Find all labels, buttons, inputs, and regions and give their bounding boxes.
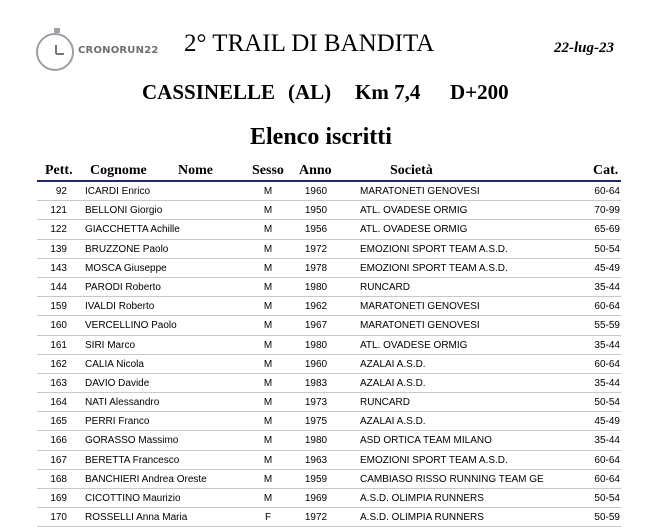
bib-number: 143: [50, 262, 67, 274]
birth-year: 1983: [304, 377, 328, 389]
birth-year: 1950: [304, 205, 328, 217]
bib-number: 92: [55, 186, 67, 197]
cronorun-logo: [36, 33, 176, 75]
entrants-table: [37, 182, 621, 527]
birth-year: 1980: [304, 339, 328, 351]
list-title: Elenco iscritti: [250, 124, 392, 150]
table-row: [37, 316, 621, 335]
table-row: [37, 374, 621, 393]
age-category: 60-64: [594, 454, 620, 466]
event-title: 2° TRAIL DI BANDITA: [184, 30, 435, 57]
bib-number: 144: [50, 281, 67, 293]
event-distance: Km 7,4: [355, 80, 421, 104]
runner-name: NATI Alessandro: [85, 397, 160, 409]
runner-name: PERRI Franco: [85, 416, 150, 428]
age-category: 65-69: [594, 224, 620, 236]
bib-number: 139: [50, 243, 67, 255]
table-row: [37, 278, 621, 297]
col-header-societa: Società: [390, 163, 433, 178]
runner-sex: F: [264, 512, 272, 524]
club-name: ATL. OVADESE ORMIG: [360, 224, 468, 236]
age-category: 35-44: [594, 377, 620, 389]
col-header-cognome: Cognome: [90, 163, 147, 178]
birth-year: 1956: [304, 224, 328, 236]
runner-sex: M: [263, 397, 273, 409]
runner-sex: M: [263, 281, 273, 293]
runner-name: BERETTA Francesco: [85, 454, 180, 466]
birth-year: 1962: [304, 301, 328, 313]
club-name: A.S.D. OLIMPIA RUNNERS: [360, 512, 484, 524]
age-category: 45-49: [594, 262, 620, 274]
table-row: [37, 240, 621, 259]
runner-name: CICOTTINO Maurizio: [85, 493, 181, 504]
runner-name: DAVIO Davide: [85, 377, 150, 389]
age-category: 35-44: [594, 435, 620, 447]
age-category: 35-44: [594, 339, 620, 351]
runner-name: VERCELLINO Paolo: [85, 320, 177, 332]
runner-sex: M: [263, 377, 273, 389]
runner-name: ICARDI Enrico: [85, 186, 151, 197]
runner-sex: M: [263, 416, 273, 428]
bib-number: 170: [50, 512, 67, 524]
runner-name: BANCHIERI Andrea Oreste: [85, 473, 207, 485]
birth-year: 1963: [304, 454, 328, 466]
stopwatch-icon: [36, 33, 74, 71]
club-name: A.S.D. OLIMPIA RUNNERS: [360, 493, 484, 504]
event-province: (AL): [288, 80, 332, 104]
event-elevation: D+200: [450, 80, 509, 104]
club-name: CAMBIASO RISSO RUNNING TEAM GE: [360, 473, 544, 485]
birth-year: 1980: [304, 281, 328, 293]
club-name: MARATONETI GENOVESI: [360, 301, 480, 313]
runner-sex: M: [263, 454, 273, 466]
age-category: 55-59: [594, 320, 620, 332]
table-row: [37, 451, 621, 470]
event-location: CASSINELLE: [142, 80, 276, 104]
club-name: EMOZIONI SPORT TEAM A.S.D.: [360, 454, 508, 466]
bib-number: 160: [50, 320, 67, 332]
club-name: ASD ORTICA TEAM MILANO: [360, 435, 492, 447]
age-category: 50-54: [594, 493, 620, 504]
birth-year: 1967: [304, 320, 328, 332]
table-row: [37, 336, 621, 355]
runner-sex: M: [263, 493, 273, 504]
birth-year: 1973: [304, 397, 328, 409]
club-name: EMOZIONI SPORT TEAM A.S.D.: [360, 243, 508, 255]
runner-sex: M: [263, 224, 273, 236]
birth-year: 1959: [304, 473, 328, 485]
runner-sex: M: [263, 320, 273, 332]
bib-number: 169: [50, 493, 67, 504]
birth-year: 1972: [304, 243, 328, 255]
table-row: [37, 470, 621, 489]
runner-sex: M: [263, 205, 273, 217]
club-name: AZALAI A.S.D.: [360, 416, 426, 428]
age-category: 60-64: [594, 301, 620, 313]
table-row: [37, 201, 621, 220]
bib-number: 163: [50, 377, 67, 389]
runner-name: BRUZZONE Paolo: [85, 243, 169, 255]
birth-year: 1980: [304, 435, 328, 447]
bib-number: 161: [50, 339, 67, 351]
runner-name: BELLONI Giorgio: [85, 205, 163, 217]
age-category: 60-64: [594, 358, 620, 370]
bib-number: 162: [50, 358, 67, 370]
bib-number: 122: [50, 224, 67, 236]
bib-number: 164: [50, 397, 67, 409]
age-category: 50-54: [594, 397, 620, 409]
runner-name: MOSCA Giuseppe: [85, 262, 167, 274]
age-category: 60-64: [594, 473, 620, 485]
birth-year: 1960: [304, 358, 328, 370]
col-header-sesso: Sesso: [252, 163, 284, 178]
col-header-anno: Anno: [299, 163, 332, 178]
runner-sex: M: [263, 435, 273, 447]
club-name: AZALAI A.S.D.: [360, 358, 426, 370]
club-name: EMOZIONI SPORT TEAM A.S.D.: [360, 262, 508, 274]
club-name: MARATONETI GENOVESI: [360, 320, 480, 332]
col-header-cat: Cat.: [593, 163, 619, 178]
table-row: [37, 182, 621, 201]
table-row: [37, 297, 621, 316]
runner-name: CALIA Nicola: [85, 358, 144, 370]
birth-year: 1969: [304, 493, 328, 504]
age-category: 45-49: [594, 416, 620, 428]
runner-sex: M: [263, 339, 273, 351]
birth-year: 1975: [304, 416, 328, 428]
birth-year: 1960: [304, 186, 328, 197]
table-row: [37, 259, 621, 278]
birth-year: 1978: [304, 262, 328, 274]
club-name: RUNCARD: [360, 281, 410, 293]
table-row: [37, 393, 621, 412]
club-name: RUNCARD: [360, 397, 410, 409]
col-header-nome: Nome: [178, 163, 213, 178]
club-name: ATL. OVADESE ORMIG: [360, 205, 468, 217]
runner-name: IVALDI Roberto: [85, 301, 155, 313]
club-name: MARATONETI GENOVESI: [360, 186, 480, 197]
bib-number: 168: [50, 473, 67, 485]
age-category: 70-99: [594, 205, 620, 217]
runner-name: GORASSO Massimo: [85, 435, 179, 447]
bib-number: 167: [50, 454, 67, 466]
club-name: AZALAI A.S.D.: [360, 377, 426, 389]
runner-sex: M: [263, 301, 273, 313]
table-row: [37, 489, 621, 508]
table-row: [37, 220, 621, 239]
bib-number: 165: [50, 416, 67, 428]
club-name: ATL. OVADESE ORMIG: [360, 339, 468, 351]
runner-sex: M: [263, 243, 273, 255]
runner-name: ROSSELLI Anna Maria: [85, 512, 188, 524]
runner-name: SIRI Marco: [85, 339, 136, 351]
table-row: [37, 508, 621, 527]
col-header-pett: Pett.: [45, 163, 73, 178]
age-category: 50-59: [594, 512, 620, 524]
age-category: 50-54: [594, 243, 620, 255]
bib-number: 166: [50, 435, 67, 447]
age-category: 60-64: [594, 186, 620, 197]
table-row: [37, 412, 621, 431]
birth-year: 1972: [304, 512, 328, 524]
bib-number: 159: [50, 301, 67, 313]
runner-sex: M: [263, 186, 273, 197]
runner-sex: M: [263, 473, 273, 485]
table-row: [37, 355, 621, 374]
bib-number: 121: [50, 205, 67, 217]
logo-text: CRONORUN22: [78, 45, 159, 56]
runner-name: PARODI Roberto: [85, 281, 161, 293]
runner-name: GIACCHETTA Achille: [85, 224, 180, 236]
runner-sex: M: [263, 358, 273, 370]
event-date: 22-lug-23: [554, 40, 614, 56]
age-category: 35-44: [594, 281, 620, 293]
table-row: [37, 431, 621, 450]
runner-sex: M: [263, 262, 273, 274]
